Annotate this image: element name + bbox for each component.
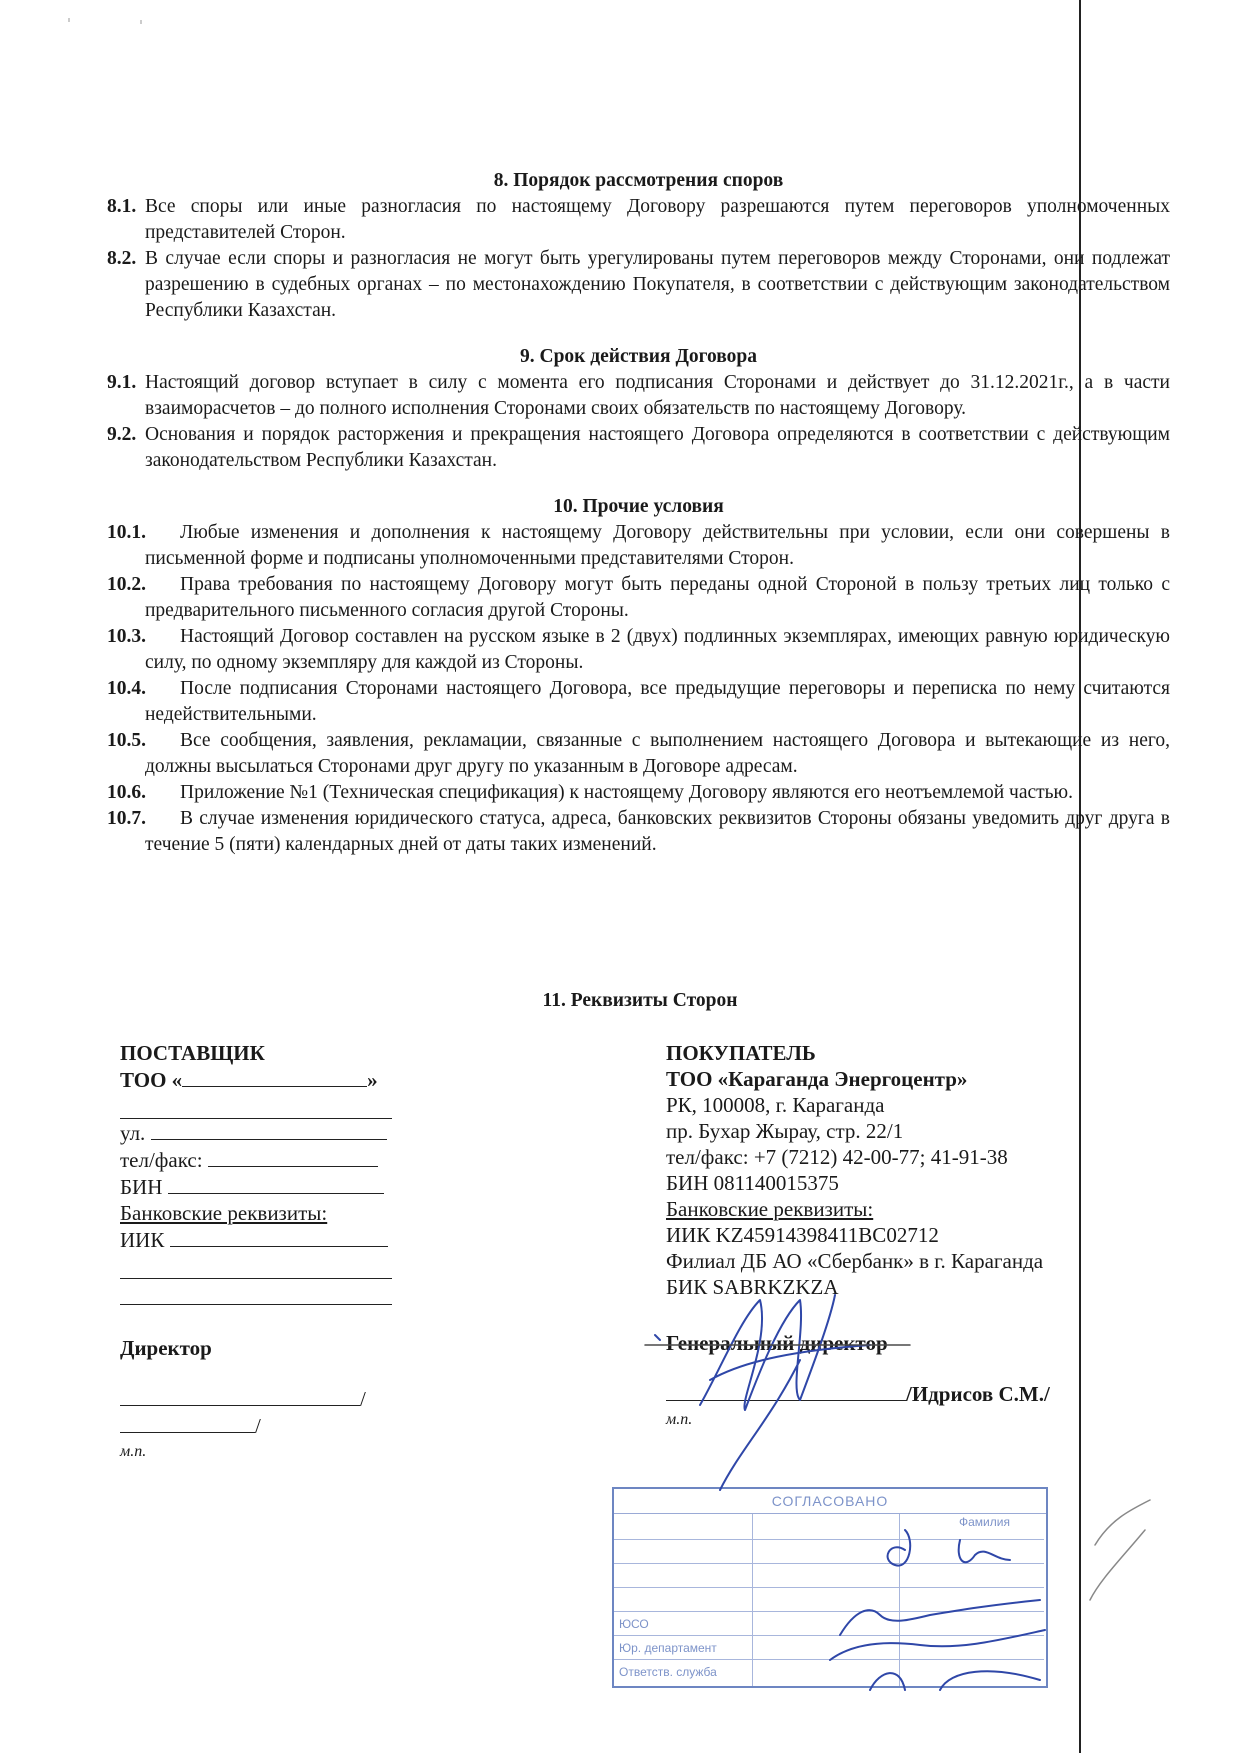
blank-line	[120, 1093, 392, 1119]
clause-text: Основания и порядок расторжения и прекращения настоящего Договора определяются в соответствии с действующим законодательством Республики Казахстан.	[145, 424, 1170, 471]
stamp-row: Ответств. служба	[614, 1659, 1044, 1684]
clause-9-1	[107, 370, 1170, 422]
buyer-director-label: Генеральный директор	[666, 1331, 888, 1355]
clause-10-2	[107, 572, 1170, 624]
clause-text: Права требования по настоящему Договору могут быть переданы одной Стороной в пользу третьих лиц только с предварительного письменного согласия другой Стороны.	[145, 574, 1170, 621]
clause-10-1	[107, 520, 1170, 572]
phone-field	[208, 1146, 378, 1167]
clause-number: 10.5.	[107, 730, 146, 751]
buyer-company: ТОО «Караганда Энергоцентр»	[666, 1067, 968, 1091]
bin-field	[168, 1173, 384, 1194]
slash: /	[360, 1387, 366, 1411]
buyer-bik: БИК SABRKZKZA	[666, 1275, 839, 1299]
clause-text: Настоящий Договор составлен на русском языке в 2 (двух) подлинных экземплярах, имеющих равную юридическую силу, по одному экземпляру для каждой из Стороны.	[145, 626, 1170, 673]
buyer-address-1: РК, 100008, г. Караганда	[666, 1093, 885, 1117]
signature-field	[120, 1385, 360, 1406]
buyer-bin: БИН 081140015375	[666, 1171, 839, 1195]
buyer-branch: Филиал ДБ АО «Сбербанк» в г. Караганда	[666, 1249, 1044, 1273]
phone-row	[120, 1146, 410, 1173]
bin-label: БИН	[120, 1175, 163, 1199]
clause-text: Все споры или иные разногласия по настоящему Договору разрешаются путем переговоров уполномоченных представителей Сторон.	[145, 196, 1170, 243]
stamp-row	[614, 1563, 1044, 1564]
clause-10-4	[107, 676, 1170, 728]
section-8-title: 8. Порядок рассмотрения споров	[493, 170, 784, 191]
name-field	[120, 1412, 255, 1433]
supplier-block	[120, 1040, 410, 1465]
buyer-address-2: пр. Бухар Жырау, стр. 22/1	[666, 1119, 904, 1143]
clause-10-3	[107, 624, 1170, 676]
clause-number: 8.2.	[107, 248, 137, 269]
stamp-column-header: Фамилия	[959, 1515, 1010, 1529]
buyer-bank-label: Банковские реквизиты:	[666, 1197, 874, 1221]
clause-number: 9.1.	[107, 372, 137, 393]
stamp-row	[614, 1587, 1044, 1588]
iik-row	[120, 1226, 410, 1253]
clause-number: 10.7.	[107, 808, 146, 829]
buyer-phone: тел/факс: +7 (7212) 42-00-77; 41-91-38	[666, 1145, 1008, 1169]
company-suffix: »	[367, 1068, 378, 1092]
scan-speck	[140, 20, 142, 24]
clause-number: 10.2.	[107, 574, 146, 595]
approval-stamp	[612, 1487, 1048, 1688]
clause-10-7	[107, 806, 1170, 858]
buyer-director-name: /Идрисов С.М./	[906, 1382, 1050, 1406]
clause-10-6	[107, 780, 1170, 806]
supplier-director-label: Директор	[120, 1336, 212, 1360]
clause-9-2	[107, 422, 1170, 474]
clause-10-5	[107, 728, 1170, 780]
stamp-row: Юр. департамент	[614, 1635, 1044, 1660]
street-field	[151, 1119, 387, 1140]
clause-text: После подписания Сторонами настоящего Договора, все предыдущие переговоры и переписка по нему считаются недействительными.	[145, 678, 1170, 725]
bank-label: Банковские реквизиты:	[120, 1201, 328, 1225]
section-10-title: 10. Прочие условия	[553, 496, 724, 517]
buyer-heading: ПОКУПАТЕЛЬ	[666, 1041, 816, 1065]
clause-number: 10.3.	[107, 626, 146, 647]
clause-text: В случае изменения юридического статуса, адреса, банковских реквизитов Стороны обязаны уведомить друг друга в течение 5 (пяти) календарных дней от даты таких изменений.	[145, 808, 1170, 855]
contract-body	[107, 168, 1170, 858]
clause-text: В случае если споры и разногласия не могут быть урегулированы путем переговоров между Сторонами, они подлежат разрешению в судебных органах – по местонахождению Покупателя, в соответствии с действующим законодательством Республики Казахстан.	[145, 248, 1170, 321]
buyer-seal-mark: м.п.	[666, 1411, 693, 1428]
margin-signature	[1090, 1500, 1150, 1600]
supplier-company	[120, 1066, 410, 1093]
clause-text: Любые изменения и дополнения к настоящему Договору действительны при условии, если они совершены в письменной форме и подписаны уполномоченными представителями Сторон.	[145, 522, 1170, 569]
buyer-iik: ИИК KZ45914398411BC02712	[666, 1223, 939, 1247]
clause-number: 10.1.	[107, 522, 146, 543]
clause-number: 10.6.	[107, 782, 146, 803]
buyer-block	[666, 1040, 1086, 1433]
stamp-row: ЮСО	[614, 1611, 1044, 1636]
supplier-heading: ПОСТАВЩИК	[120, 1041, 265, 1065]
clause-text: Приложение №1 (Техническая спецификация) к настоящему Договору являются его неотъемлемой частью.	[180, 782, 1073, 803]
phone-label: тел/факс:	[120, 1148, 203, 1172]
street-label: ул.	[120, 1121, 146, 1145]
clause-8-1	[107, 194, 1170, 246]
section-9-title: 9. Срок действия Договора	[519, 346, 757, 367]
stamp-title: СОГЛАСОВАНО	[614, 1489, 1046, 1514]
iik-field	[170, 1226, 388, 1247]
iik-label: ИИК	[120, 1228, 165, 1252]
stamp-row	[614, 1539, 1044, 1540]
blank-line	[120, 1253, 392, 1279]
slash: /	[255, 1414, 261, 1438]
street-row	[120, 1119, 410, 1146]
buyer-signature-line	[666, 1380, 1086, 1407]
blank-line	[120, 1279, 392, 1305]
supplier-seal-mark: м.п.	[120, 1443, 147, 1460]
section-11-title: 11. Реквизиты Сторон	[542, 990, 738, 1011]
clause-text: Настоящий договор вступает в силу с момента его подписания Сторонами и действует до 31.12.2021г., а в части взаиморасчетов – до полного исполнения Сторонами своих обязательств по настоящему Договору.	[145, 372, 1170, 419]
signature-field	[666, 1380, 906, 1401]
clause-number: 9.2.	[107, 424, 137, 445]
clause-number: 10.4.	[107, 678, 146, 699]
clause-number: 8.1.	[107, 196, 137, 217]
company-name-field	[182, 1066, 367, 1087]
clause-text: Все сообщения, заявления, рекламации, связанные с выполнением настоящего Договора и вытекающие из него, должны высылаться Сторонами друг другу по указанным в Договоре адресам.	[145, 730, 1170, 777]
scan-speck	[68, 18, 70, 22]
clause-8-2	[107, 246, 1170, 324]
bin-row	[120, 1173, 410, 1200]
supplier-signature-line	[120, 1385, 410, 1439]
company-prefix: ТОО «	[120, 1068, 183, 1092]
